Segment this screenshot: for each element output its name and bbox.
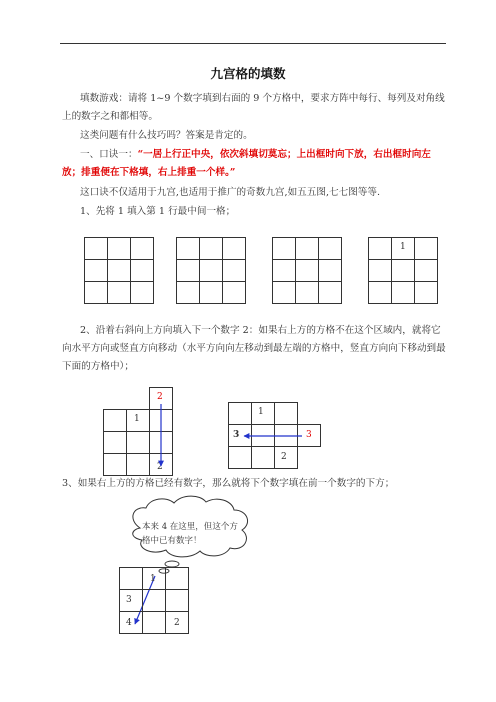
d1-number-1: 1 — [134, 414, 140, 424]
d3-number-1: 1 — [150, 574, 156, 584]
intro-paragraph: 填数游戏：请将 1~9 个数字填到右面的 9 个方格中，要求方阵中每行、每列及对角线上的数字之和都相等。 — [62, 93, 445, 122]
step2-paragraph: 2、沿着右斜向上方向填入下一个数字 2：如果右上方的方格不在这个区域内，就将它向水平方向或竖直方向移动（水平方向向左移动到最左端的方格中，竖直方向向下移动到最下面的方格中）； — [62, 325, 446, 372]
question-paragraph: 这类问题有什么技巧吗？答案是肯定的。 — [80, 130, 253, 141]
d3-number-3: 3 — [126, 595, 132, 605]
grid-step1-number-1: 1 — [400, 242, 406, 252]
d1-number-2-bottom: 2 — [157, 462, 163, 472]
d3-number-4: 4 — [126, 618, 132, 628]
rule1-mnemonic: “一居上行正中央，依次斜填切莫忘；上出框时向下放，右出框时向左放；排重便在下格填，右上排重一个样。” — [62, 149, 431, 178]
d2-number-3-right: 3 — [306, 430, 312, 440]
d3-number-2: 2 — [174, 618, 180, 628]
d2-number-2: 2 — [281, 452, 287, 462]
d2-number-1: 1 — [258, 407, 264, 417]
d2-number-3-left: 3 — [233, 430, 240, 440]
rule1-prefix: 一、口诀一： — [80, 149, 138, 160]
page-title: 九宫格的填数 — [210, 66, 286, 81]
note-paragraph: 这口诀不仅适用于九宫,也适用于推广的奇数九宫,如五五图,七七图等等. — [80, 187, 381, 198]
d1-number-2-top: 2 — [157, 392, 163, 402]
step1-paragraph: 1、先将 1 填入第 1 行最中间一格； — [80, 206, 236, 217]
step3-paragraph: 3、如果右上方的方格已经有数字，那么就将下个数字填在前一个数字的下方； — [62, 478, 395, 489]
cloud-text: 本来 4 在这里，但这个方格中已有数字！ — [142, 522, 238, 546]
